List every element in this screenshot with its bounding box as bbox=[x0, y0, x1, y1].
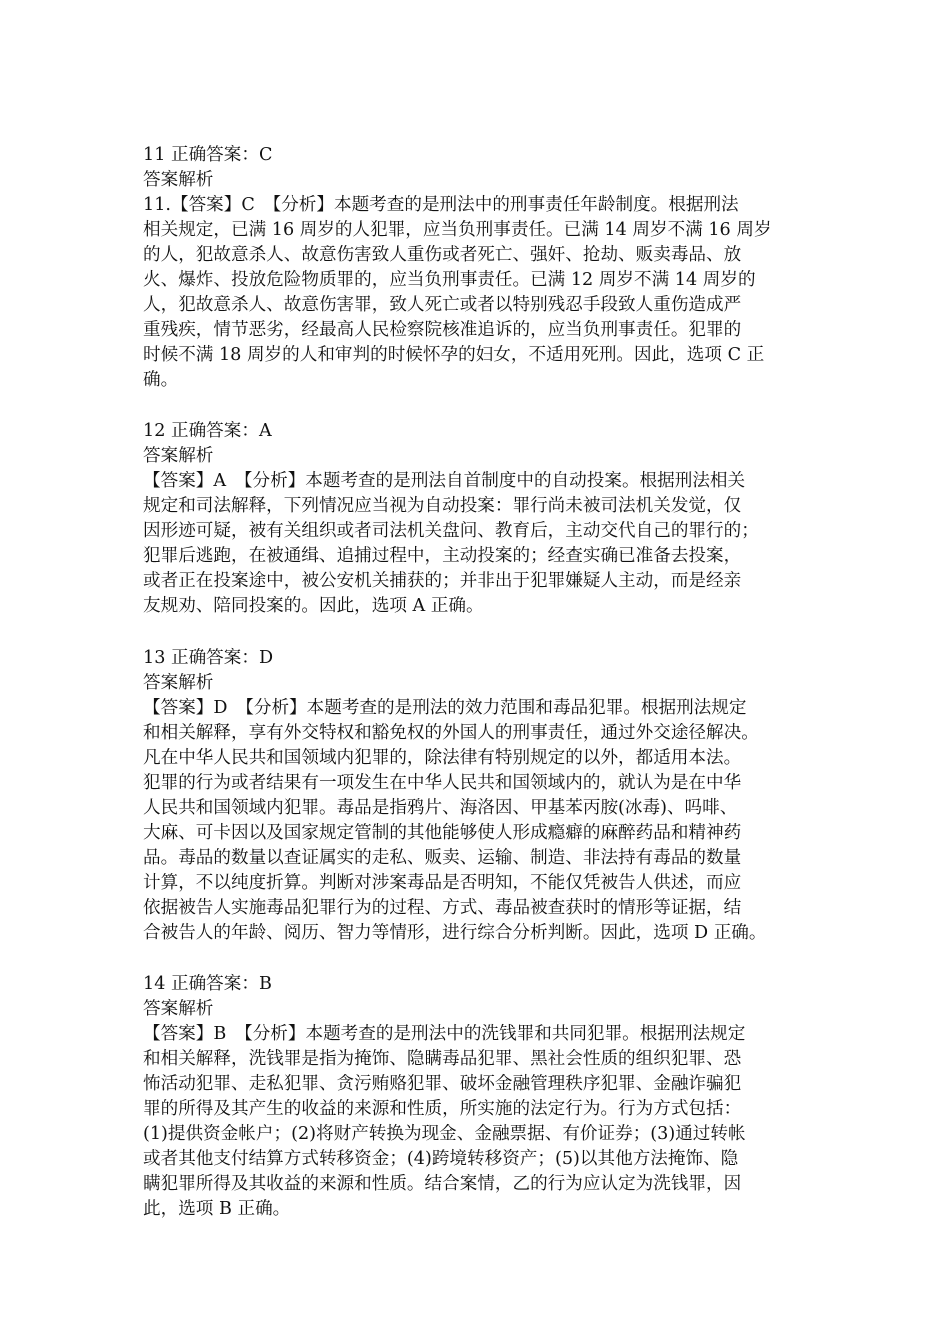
answer-header: 13 正确答案：D bbox=[143, 647, 274, 668]
explanation-line: 和相关解释，享有外交特权和豁免权的外国人的刑事责任，通过外交途径解决。 bbox=[143, 722, 759, 743]
answer-block-14 bbox=[143, 972, 823, 1222]
answer-header: 12 正确答案：A bbox=[143, 421, 272, 442]
explanation-line: 因形迹可疑，被有关组织或者司法机关盘问、教育后，主动交代自己的罪行的； bbox=[143, 521, 759, 542]
explanation-line: 【答案】B 【分析】本题考查的是刑法中的洗钱罪和共同犯罪。根据刑法规定 bbox=[143, 1024, 746, 1045]
explanation-line: 人民共和国领域内犯罪。毒品是指鸦片、海洛因、甲基苯丙胺(冰毒)、吗啡、 bbox=[143, 797, 738, 818]
explanation-line: 合被告人的年龄、阅历、智力等情形，进行综合分析判断。因此，选项 D 正确。 bbox=[143, 922, 767, 943]
answer-subheader: 答案解析 bbox=[143, 446, 214, 467]
explanation-line: 犯罪后逃跑，在被通缉、追捕过程中，主动投案的；经查实确已准备去投案， bbox=[143, 546, 742, 567]
explanation-line: 此，选项 B 正确。 bbox=[143, 1199, 291, 1220]
explanation-line: 相关规定，已满 16 周岁的人犯罪，应当负刑事责任。已满 14 周岁不满 16 周岁 bbox=[143, 220, 772, 240]
explanation-line: 规定和司法解释，下列情况应当视为自动投案：罪行尚未被司法机关发觉，仅 bbox=[143, 496, 742, 517]
explanation-line: 时候不满 18 周岁的人和审判的时候怀孕的妇女，不适用死刑。因此，选项 C 正 bbox=[143, 345, 765, 365]
explanation-line: 计算，不以纯度折算。判断对涉案毒品是否明知，不能仅凭被告人供述，而应 bbox=[143, 872, 742, 893]
explanation-line: 和相关解释，洗钱罪是指为掩饰、隐瞒毒品犯罪、黑社会性质的组织犯罪、恐 bbox=[143, 1049, 742, 1070]
explanation-line: 凡在中华人民共和国领域内犯罪的，除法律有特别规定的以外，都适用本法。 bbox=[143, 747, 742, 768]
answer-header: 14 正确答案：B bbox=[143, 974, 272, 995]
explanation-line: 人，犯故意杀人、故意伤害罪，致人死亡或者以特别残忍手段致人重伤造成严 bbox=[143, 295, 742, 315]
answer-header: 11 正确答案：C bbox=[143, 145, 273, 165]
explanation-line: 确。 bbox=[143, 370, 179, 390]
explanation-line: 或者正在投案途中，被公安机关捕获的；并非出于犯罪嫌疑人主动，而是经亲 bbox=[143, 571, 742, 592]
explanation-line: 品。毒品的数量以查证属实的走私、贩卖、运输、制造、非法持有毒品的数量 bbox=[143, 847, 742, 868]
explanation-line: 怖活动犯罪、走私犯罪、贪污贿赂犯罪、破坏金融管理秩序犯罪、金融诈骗犯 bbox=[143, 1074, 742, 1095]
explanation-line: 或者其他支付结算方式转移资金；(4)跨境转移资产；(5)以其他方法掩饰、隐 bbox=[143, 1149, 739, 1170]
answer-subheader: 答案解析 bbox=[143, 672, 214, 693]
explanation-line: 的人，犯故意杀人、故意伤害致人重伤或者死亡、强奸、抢劫、贩卖毒品、放 bbox=[143, 245, 742, 265]
explanation-line: 大麻、可卡因以及国家规定管制的其他能够使人形成瘾癖的麻醉药品和精神药 bbox=[143, 822, 742, 843]
answer-document bbox=[143, 143, 823, 1249]
explanation-line: 犯罪的行为或者结果有一项发生在中华人民共和国领域内的，就认为是在中华 bbox=[143, 772, 742, 793]
explanation-line: 依据被告人实施毒品犯罪行为的过程、方式、毒品被查获时的情形等证据，结 bbox=[143, 897, 742, 918]
explanation-line: 【答案】D 【分析】本题考查的是刑法的效力范围和毒品犯罪。根据刑法规定 bbox=[143, 697, 747, 718]
explanation-line: 罪的所得及其产生的收益的来源和性质，所实施的法定行为。行为方式包括： bbox=[143, 1099, 742, 1120]
answer-block-11 bbox=[143, 143, 823, 393]
answer-block-13 bbox=[143, 646, 823, 946]
explanation-line: (1)提供资金帐户；(2)将财产转换为现金、金融票据、有价证券；(3)通过转帐 bbox=[143, 1124, 746, 1145]
explanation-line: 11.【答案】C 【分析】本题考查的是刑法中的刑事责任年龄制度。根据刑法 bbox=[143, 195, 739, 215]
explanation-line: 瞒犯罪所得及其收益的来源和性质。结合案情，乙的行为应认定为洗钱罪，因 bbox=[143, 1174, 742, 1195]
answer-subheader: 答案解析 bbox=[143, 170, 214, 190]
explanation-line: 重残疾，情节恶劣，经最高人民检察院核准追诉的，应当负刑事责任。犯罪的 bbox=[143, 320, 742, 340]
answer-subheader: 答案解析 bbox=[143, 999, 214, 1020]
answer-block-12 bbox=[143, 419, 823, 619]
explanation-line: 【答案】A 【分析】本题考查的是刑法自首制度中的自动投案。根据刑法相关 bbox=[143, 471, 746, 492]
explanation-line: 友规劝、陪同投案的。因此，选项 A 正确。 bbox=[143, 596, 484, 617]
explanation-line: 火、爆炸、投放危险物质罪的，应当负刑事责任。已满 12 周岁不满 14 周岁的 bbox=[143, 270, 756, 290]
